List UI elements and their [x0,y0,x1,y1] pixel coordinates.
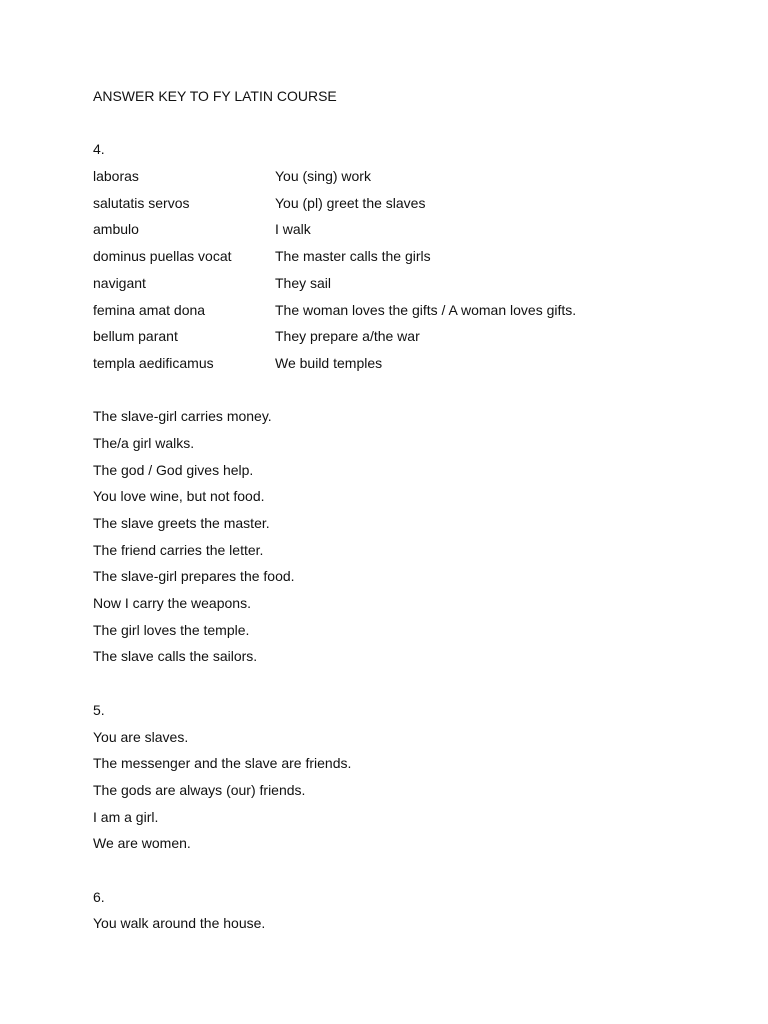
translation-pair [93,273,713,300]
sentence-line: The slave-girl prepares the food. [93,568,295,585]
document-page [93,86,713,940]
sentence-line: The slave-girl carries money. [93,408,272,425]
sentence-line: You love wine, but not food. [93,488,265,505]
english-translation: I walk [275,221,311,238]
english-translation: You (pl) greet the slaves [275,194,426,211]
translation-pair [93,300,713,327]
latin-phrase: laboras [93,168,139,185]
latin-phrase: navigant [93,274,146,291]
latin-phrase: dominus puellas vocat [93,248,232,265]
latin-phrase: ambulo [93,221,139,238]
sentence-line: The friend carries the letter. [93,541,264,558]
spacer [93,673,713,700]
english-translation: You (sing) work [275,168,371,185]
document-title: ANSWER KEY TO FY LATIN COURSE [93,88,337,104]
sentence-line: I am a girl. [93,808,159,825]
sentence-line: Now I carry the weapons. [93,595,251,612]
latin-phrase: bellum parant [93,328,178,345]
sentence-line: The messenger and the slave are friends. [93,755,352,772]
english-translation: The master calls the girls [275,248,431,265]
translation-pair [93,246,713,273]
sentence-line: You walk around the house. [93,915,266,932]
section-4-number: 4. [93,141,105,158]
english-translation: The woman loves the gifts / A woman loves gifts. [275,301,577,318]
sentence-line: You are slaves. [93,728,189,745]
translation-pair [93,193,713,220]
sentence-line: The god / God gives help. [93,461,254,478]
sentence-line: We are women. [93,835,191,852]
sentence-line: The slave calls the sailors. [93,648,258,665]
translation-pair [93,219,713,246]
english-translation: They prepare a/the war [275,328,420,345]
translation-pair [93,326,713,353]
sentence-line: The slave greets the master. [93,515,270,531]
sentence-line: The gods are always (our) friends. [93,781,306,798]
section-5-number: 5. [93,701,105,718]
translation-pair [93,166,713,193]
latin-phrase: templa aedificamus [93,354,214,371]
spacer [93,380,713,407]
sentence-line: The girl loves the temple. [93,621,250,638]
english-translation: They sail [275,274,332,291]
sentence-line: The/a girl walks. [93,434,195,451]
translation-pair [93,353,713,380]
spacer [93,860,713,887]
section-6-number: 6. [93,888,105,905]
english-translation: We build temples [275,354,383,371]
latin-phrase: femina amat dona [93,301,206,318]
spacer [93,113,713,140]
latin-phrase: salutatis servos [93,194,190,211]
